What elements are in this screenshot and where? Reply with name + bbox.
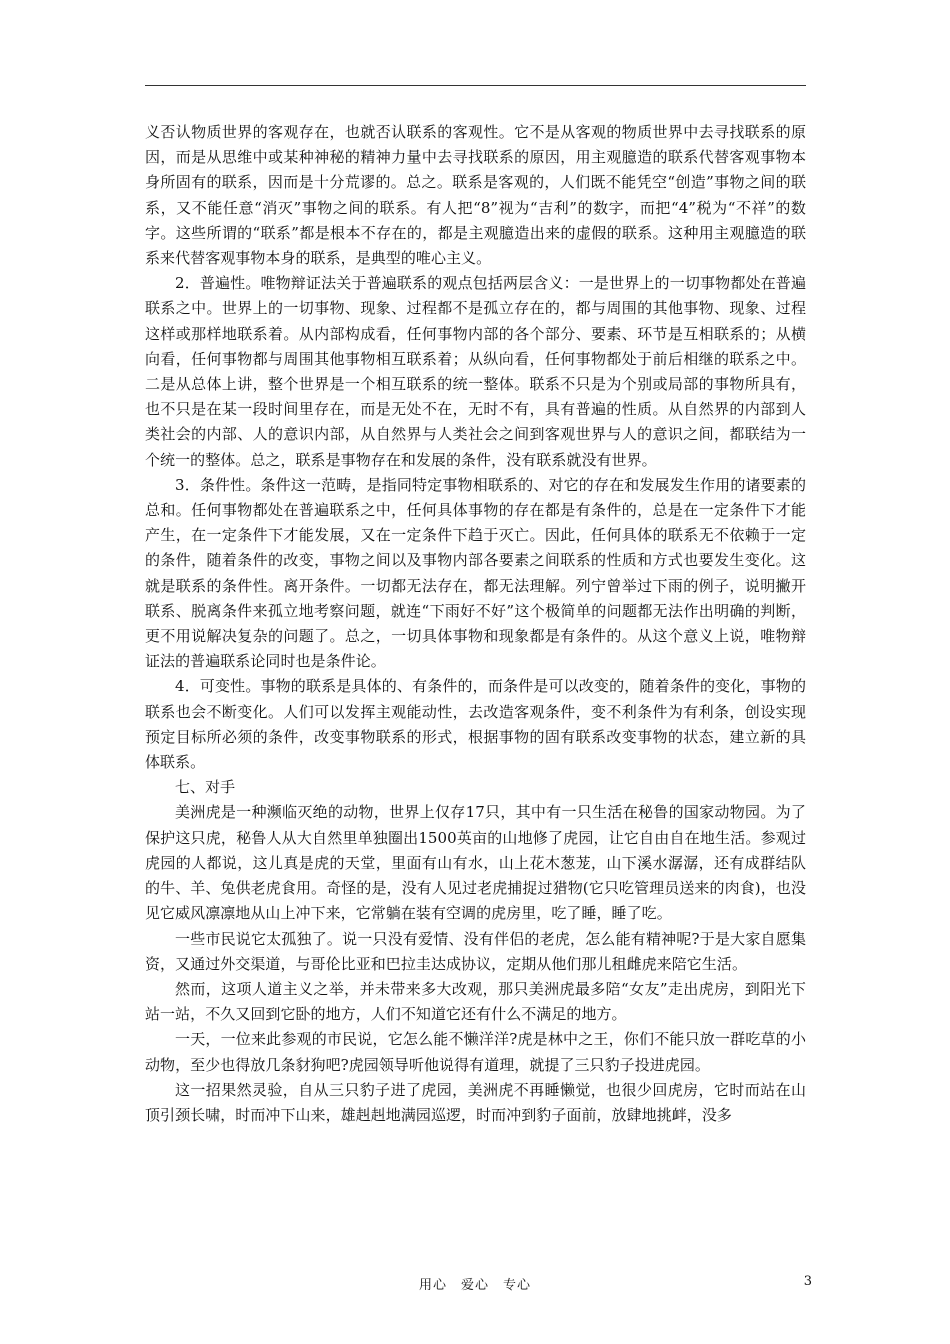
paragraph-6: 一些市民说它太孤独了。说一只没有爱情、没有伴侣的老虎，怎么能有精神呢?于是大家自愿集资，又通过外交渠道，与哥伦比亚和巴拉圭达成协议，定期从他们那儿租雌虎来陪它生活。 [145,929,806,973]
paragraph-3: 3．条件性。条件这一范畴，是指同特定事物相联系的、对它的存在和发展发生作用的诸要素的总和。任何事物都处在普遍联系之中，任何具体事物的存在都是有条件的，总是在一定条件下才能产生，在一定条件下才能发展，又在一定条件下趋于灭亡。因此，任何具体的联系无不依赖于一定的条件，随着条件的改变，事物之间以及事物内部各要素之间联系的性质和方式也要发生变化。这就是联系的条件性。离开条件。一切都无法存在，都无法理解。列宁曾举过下雨的例子，说明撇开联系、脱离条件来孤立地考察问题，就连“下雨好不好”这个极简单的问题都无法作出明确的判断，更不用说解决复杂的问题了。总之，一切具体事物和现象都是有条件的。从这个意义上说，唯物辩证法的普遍联系论同时也是条件论。 [145,475,806,671]
footer-text: 用心 爱心 专心 [418,1278,531,1293]
paragraph-5: 美洲虎是一种濒临灭绝的动物，世界上仅存17只，其中有一只生活在秘鲁的国家动物园。为了保护这只虎，秘鲁人从大自然里单独圈出1500英亩的山地修了虎园，让它自由自在地生活。参观过虎园的人都说，这儿真是虎的天堂，里面有山有水，山上花木葱茏，山下溪水潺潺，还有成群结队的牛、羊、兔供老虎食用。奇怪的是，没有人见过老虎捕捉过猎物(它只吃管理员送来的肉食)，也没见它威风凛凛地从山上冲下来，它常躺在装有空调的虎房里，吃了睡，睡了吃。 [145,803,806,923]
page-number: 3 [803,1274,812,1289]
section-heading: 七、对手 [175,778,236,797]
paragraph-9: 这一招果然灵验，自从三只豹子进了虎园，美洲虎不再睡懒觉，也很少回虎房，它时而站在山顶引颈长啸，时而冲下山来，雄赳赳地满园巡逻，时而冲到豹子面前，放肆地挑衅，没多 [145,1080,806,1124]
paragraph-8: 一天，一位来此参观的市民说，它怎么能不懒洋洋?虎是林中之王，你们不能只放一群吃草的小动物，至少也得放几条豺狗吧?虎园领导听他说得有道理，就提了三只豹子投进虎园。 [145,1030,806,1074]
paragraph-7: 然而，这项人道主义之举，并未带来多大改观，那只美洲虎最多陪“女友”走出虎房，到阳光下站一站，不久又回到它卧的地方，人们不知道它还有什么不满足的地方。 [145,979,806,1024]
paragraph-4: 4．可变性。事物的联系是具体的、有条件的，而条件是可以改变的，随着条件的变化，事物的联系也会不断变化。人们可以发挥主观能动性，去改造客观条件，变不利条件为有利条，创设实现预定目标所必须的条件，改变事物联系的形式，根据事物的固有联系改变事物的状态，建立新的具体联系。 [145,677,806,772]
paragraph-1: 义否认物质世界的客观存在，也就否认联系的客观性。它不是从客观的物质世界中去寻找联系的原因，而是从思维中或某种神秘的精神力量中去寻找联系的原因，用主观臆造的联系代替客观事物本身所固有的联系，因而是十分荒谬的。总之。联系是客观的，人们既不能凭空“创造”事物之间的联系，又不能任意“消灭”事物之间的联系。有人把“8”视为“吉利”的数字，而把“4”税为“不祥”的数字。这些所谓的“联系”都是根本不存在的，都是主观臆造出来的虚假的联系。这种用主观臆造的联系来代替客观事物本身的联系，是典型的唯心主义。 [145,123,806,268]
paragraph-2: 2．普遍性。唯物辩证法关于普遍联系的观点包括两层含义：一是世界上的一切事物都处在普遍联系之中。世界上的一切事物、现象、过程都不是孤立存在的，都与周围的其他事物、现象、过程这样或那样地联系着。从内部构成看，任何事物内部的各个部分、要素、环节是互相联系的；从横向看，任何事物都与周围其他事物相互联系着；从纵向看，任何事物都处于前后相继的联系之中。二是从总体上讲，整个世界是一个相互联系的统一整体。联系不只是为个别或局部的事物所具有，也不只是在某一段时间里存在，而是无处不在，无时不有，具有普遍的性质。从自然界的内部到人类社会的内部、人的意识内部，从自然界与人类社会之间到客观世界与人的意识之间，都联结为一个统一的整体。总之，联系是事物存在和发展的条件，没有联系就没有世界。 [145,274,806,469]
document-body [145,120,806,1128]
header-rule [145,85,806,86]
